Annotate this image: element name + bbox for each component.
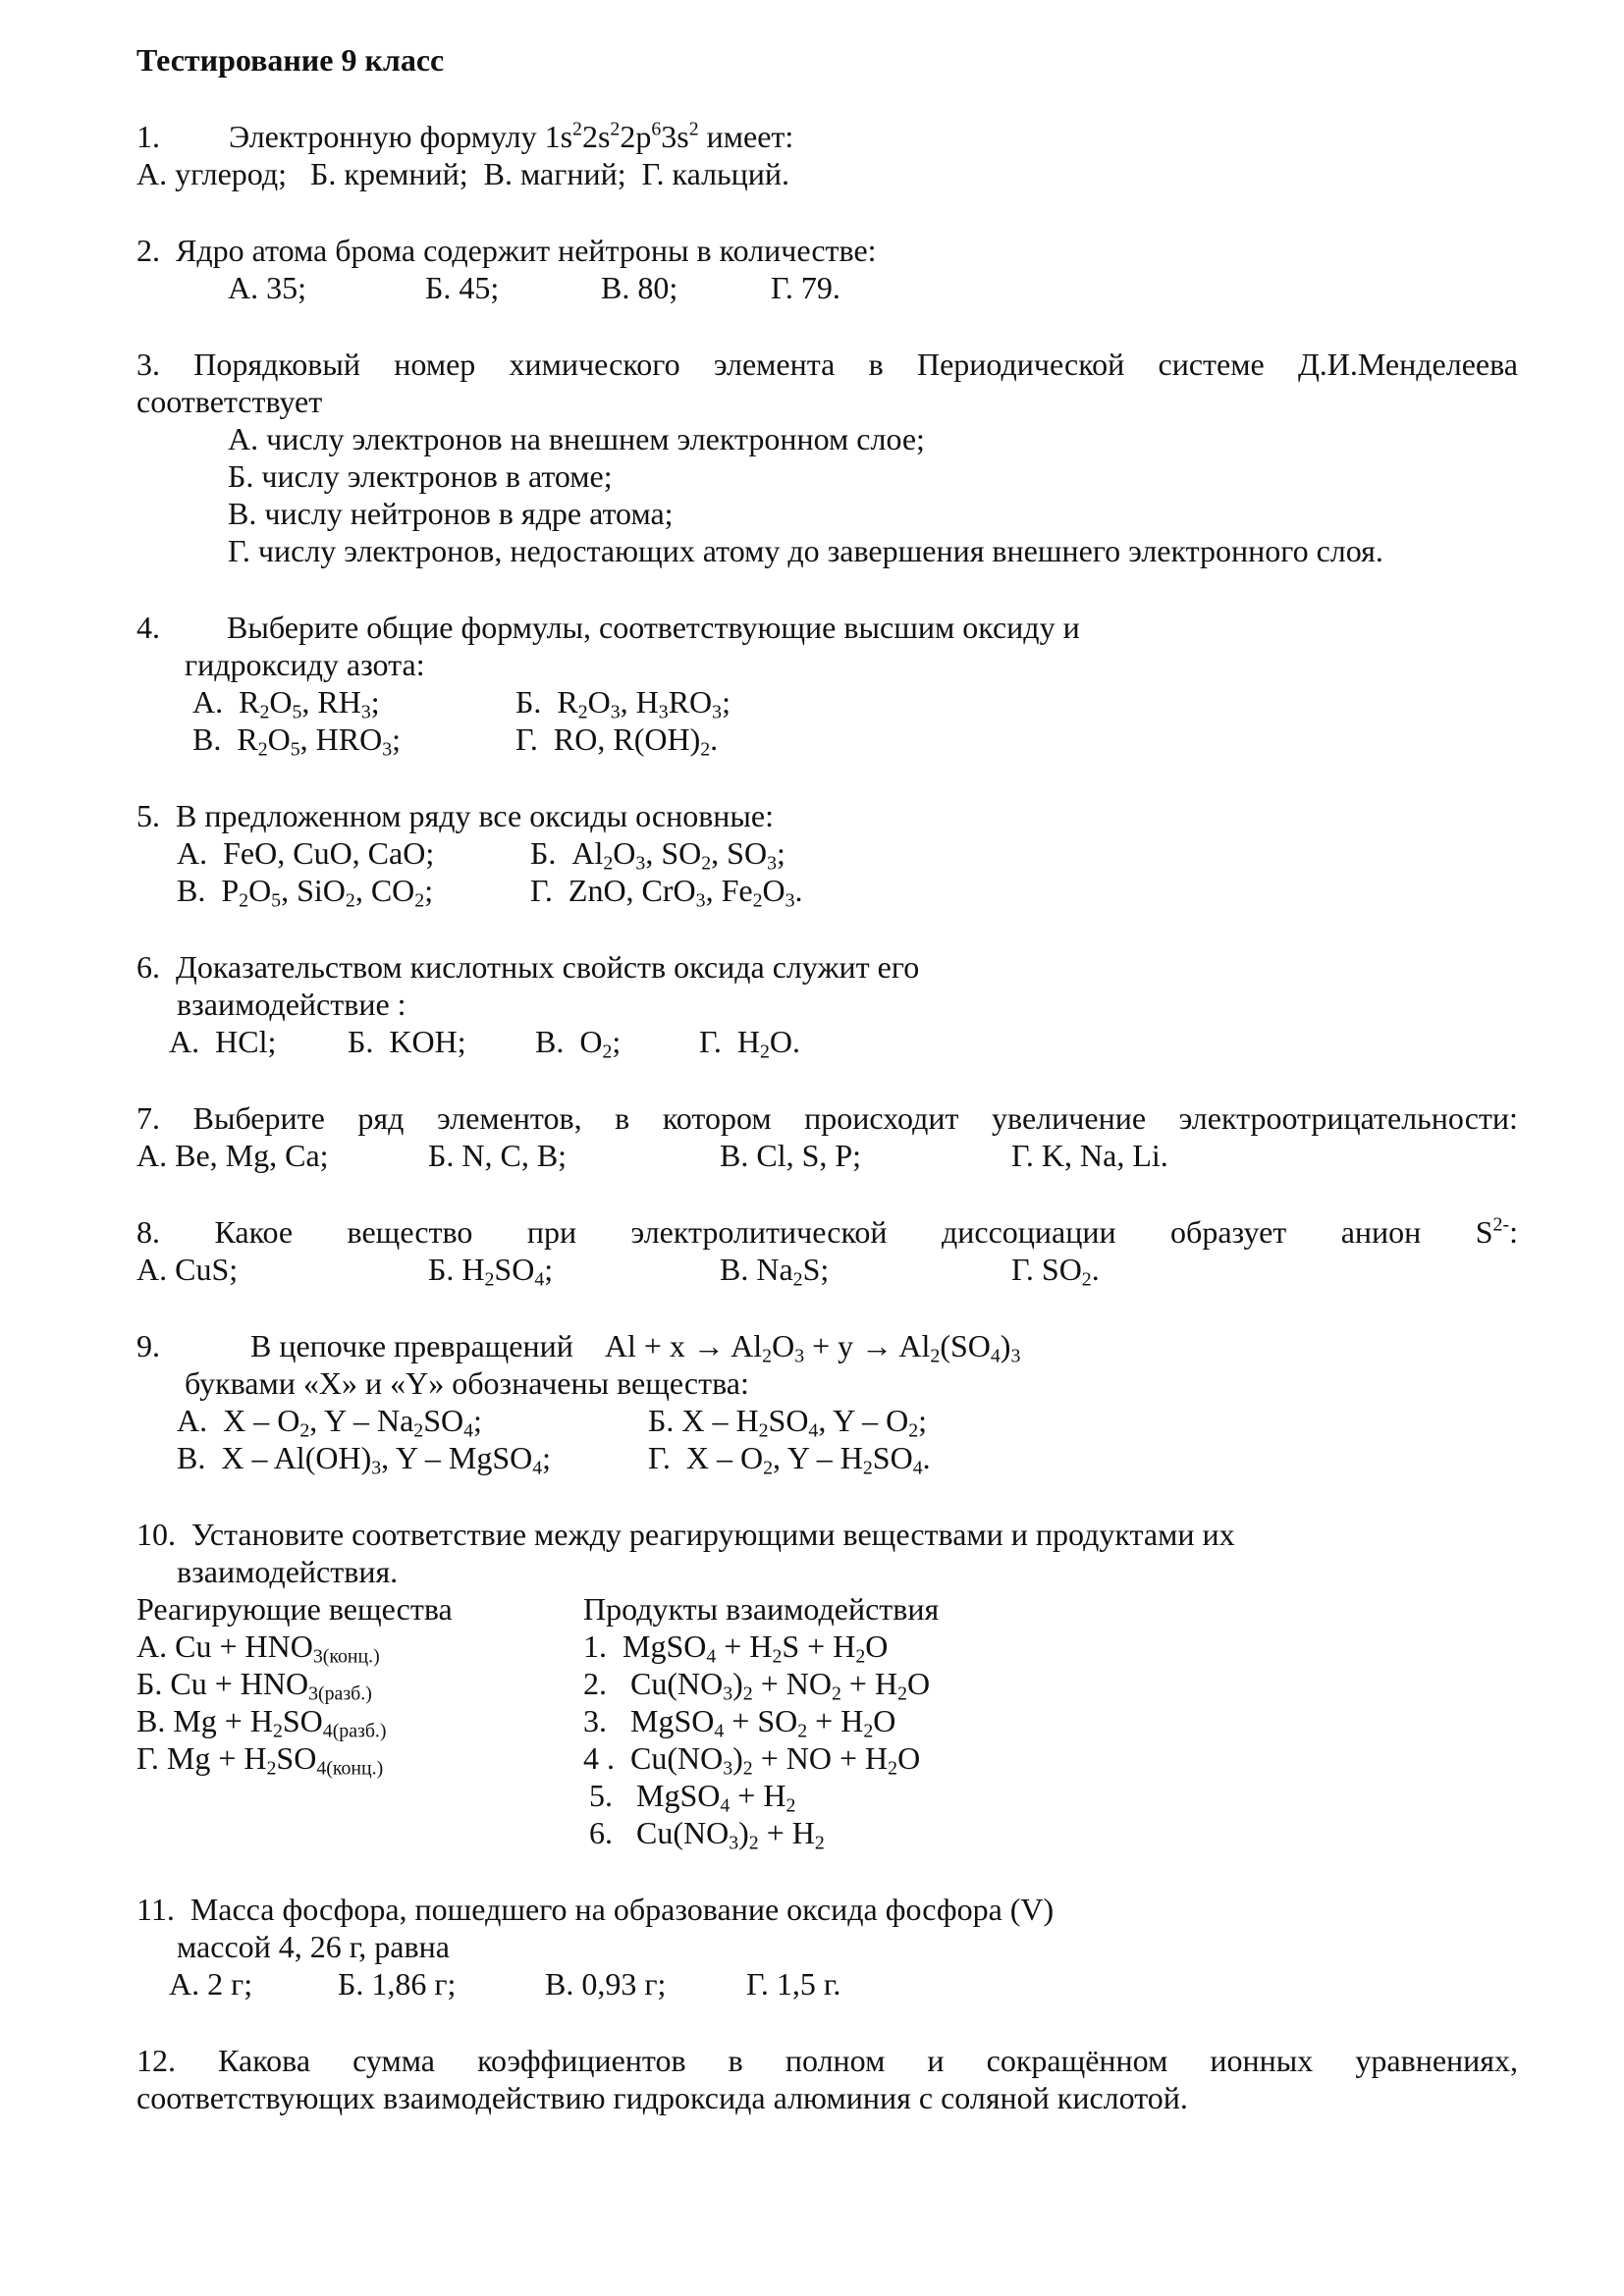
question-6-line2: взаимодействие :: [177, 987, 406, 1022]
question-11-option-d: Г. 1,5 г.: [746, 1966, 841, 2002]
product-4: 4 . $Cu(NO_3)_2$ + NO + $H_2O$: [583, 1740, 921, 1780]
question-number: 1.: [136, 119, 160, 154]
reactant-c: В. $Mg + H_2SO4(разб.)$: [136, 1703, 387, 1742]
question-9-option-d: Г. X – $O_2$, Y – $H_2SO_4$.: [648, 1440, 931, 1479]
question-2-option-d: Г. 79.: [771, 270, 840, 305]
question-11-option-a: А. 2 г;: [169, 1966, 253, 2002]
question-3-continuation: соответствует: [136, 384, 323, 419]
question-4-option-b: Б. $R_2O_3$, $H_3RO_3$;: [515, 684, 731, 723]
question-7-option-d: Г. K, Na, Li.: [1011, 1138, 1168, 1173]
question-8: 8. Какое вещество при электролитической диссоциации образует анион $S^{2-}$:: [136, 1213, 1518, 1250]
question-11-option-b: Б. 1,86 г;: [338, 1966, 457, 2002]
question-8-option-c: В. $Na_2S$;: [720, 1252, 830, 1291]
reactant-d: Г. $Mg + H_2SO4(конц.)$: [136, 1740, 384, 1780]
anion-formula: $S^{2-}$:: [1475, 1213, 1518, 1250]
question-6: 6. Доказательством кислотных свойств оксида служит его: [136, 949, 920, 985]
question-6-option-d: Г. $H_2O$.: [699, 1024, 801, 1063]
question-1-options: [136, 155, 789, 192]
question-11: 11. Масса фосфора, пошедшего на образование оксида фосфора (V): [136, 1892, 1055, 1927]
question-12: 12. Какова сумма коэффициентов в полном и сокращённом ионных уравнениях,: [136, 2043, 1518, 2078]
question-3-option-b: Б. числу электронов в атоме;: [228, 458, 613, 494]
question-7-option-c: В. Cl, S, P;: [720, 1138, 862, 1173]
question-4-option-d: Г. RO, $R(OH)_2$.: [515, 721, 719, 761]
question-8-option-d: Г. $SO_2$.: [1011, 1252, 1100, 1291]
question-10: 10. Установите соответствие между реагирующими веществами и продуктами их: [136, 1517, 1235, 1552]
reactant-b: Б. Cu + HNO3(разб.): [136, 1666, 372, 1705]
question-5-option-b: Б. $Al_2O_3$, $SO_2$, $SO_3$;: [530, 835, 785, 875]
question-10-line2: взаимодействия.: [177, 1554, 399, 1589]
product-3: 3. MgSO$_4$ + $SO_2 + H_2O$: [583, 1703, 896, 1742]
product-1: 1. MgSO$_4$ + $H_2S + H_2O$: [583, 1629, 889, 1668]
question-3-option-a: А. числу электронов на внешнем электронном слое;: [228, 421, 925, 456]
product-5: 5. MgSO$_4$ + $H_2$: [589, 1778, 796, 1817]
question-6-option-c: В. $O_2$;: [535, 1024, 622, 1063]
question-4-option-c: В. $R_2O_5$, $HRO_3$;: [192, 721, 402, 761]
question-2: 2. Ядро атома брома содержит нейтроны в количестве:: [136, 233, 877, 268]
question-11-line2: массой 4, 26 г, равна: [177, 1929, 450, 1964]
question-9-option-c: В. X – $Al(OH)_3$, Y – MgSO$_4$;: [177, 1440, 552, 1479]
question-9-option-b: Б. X – $H_2SO_4$, Y – $O_2$;: [648, 1403, 927, 1442]
question-4: 4. Выберите общие формулы, соответствующие высшим оксиду и: [136, 610, 1080, 645]
question-4-line2: гидроксиду азота:: [185, 647, 425, 682]
question-9: 9. В цепочке превращений $Al + x \to Al_2O_3 + y \to Al_2(SO_4)_3$: [136, 1328, 1021, 1367]
question-7-option-a: А. Be, Mg, Ca;: [136, 1138, 329, 1173]
question-5-option-a: А. FeO, CuO, CaO;: [177, 835, 435, 871]
question-4-option-a: А. $R_2O_5$, $RH_3$;: [192, 684, 380, 723]
page-title: Тестирование 9 класс: [136, 42, 445, 78]
question-8-option-a: А. CuS;: [136, 1252, 239, 1287]
question-5-option-c: В. $P_2O_5$, SiO$_2$, $CO_2$;: [177, 873, 434, 912]
question-6-option-b: Б. KOH;: [348, 1024, 466, 1059]
question-5: 5. В предложенном ряду все оксиды основные:: [136, 798, 775, 833]
question-8-option-b: Б. $H_2SO_4$;: [428, 1252, 554, 1291]
question-2-option-a: А. 35;: [228, 270, 306, 305]
question-9-option-a: А. X – $O_2$, Y – $Na_2SO_4$;: [177, 1403, 482, 1442]
option-d: Г. кальций.: [641, 156, 790, 191]
option-c: В. магний;: [483, 156, 626, 191]
chain-formula: $Al + x \to Al_2O_3 + y \to Al_2(SO_4)_3$: [604, 1328, 1021, 1367]
reactant-a: А. Cu + HNO3(конц.): [136, 1629, 380, 1668]
question-5-option-d: Г. ZnO, CrO$_3$, $Fe_2O_3$.: [530, 873, 803, 912]
question-7: 7. Выберите ряд элементов, в котором происходит увеличение электроотрицательности:: [136, 1100, 1518, 1136]
product-2: 2. $Cu(NO_3)_2 + NO_2 + H_2O$: [583, 1666, 931, 1705]
question-7-option-b: Б. N, C, B;: [428, 1138, 568, 1173]
question-3-option-d: Г. числу электронов, недостающих атому до завершения внешнего электронного слоя.: [228, 533, 1383, 568]
product-6: 6. $Cu(NO_3)_2 + H_2$: [589, 1815, 825, 1854]
question-12-continuation: соответствующих взаимодействию гидроксида алюминия с соляной кислотой.: [136, 2080, 1188, 2115]
question-2-option-b: Б. 45;: [425, 270, 500, 305]
question-9-line2: буквами «X» и «Y» обозначены вещества:: [185, 1365, 749, 1401]
products-header: Продукты взаимодействия: [583, 1591, 940, 1627]
question-6-option-a: А. HCl;: [169, 1024, 277, 1059]
question-11-option-c: В. 0,93 г;: [545, 1966, 667, 2002]
question-2-option-c: В. 80;: [601, 270, 678, 305]
question-1: 1. Электронную формулу $1s^22s^22p^63s^2$ имеет:: [136, 118, 794, 154]
reactants-header: Реагирующие вещества: [136, 1591, 453, 1627]
question-3-option-c: В. числу нейтронов в ядре атома;: [228, 496, 674, 531]
option-a: А. углерод;: [136, 156, 288, 191]
option-b: Б. кремний;: [310, 156, 468, 191]
question-3: 3. Порядковый номер химического элемента в Периодической системе Д.И.Менделеева: [136, 347, 1518, 382]
